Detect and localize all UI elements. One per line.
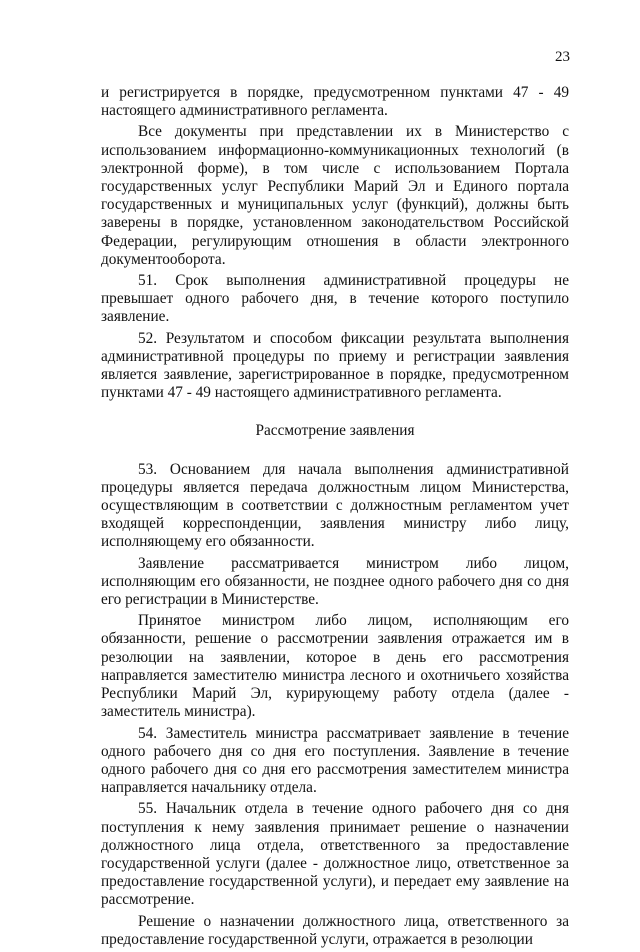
section-heading: Рассмотрение заявления <box>255 422 415 440</box>
paragraph-documents-electronic: Все документы при представлении их в Министерство с использованием информационно-коммуникационных технологий (в электронной форме), в том числе с использованием Портала государственных услуг Республики Марий Эл и Единого портала государственных и муниципальных услуг (функций), должны быть заверены в порядке, установленном законодательством Российской Федерации, регулирующим отношения в области электронного документооборота. <box>101 123 569 268</box>
paragraph-review-deadline: Заявление рассматривается министром либо лицом, исполняющим его обязанности, не позднее одного рабочего дня со дня его регистрации в Министерстве. <box>101 554 569 609</box>
paragraph-continuation: и регистрируется в порядке, предусмотренном пунктами 47 - 49 настоящего административного регламента. <box>101 84 569 120</box>
paragraph-appointment-decision: Решение о назначении должностного лица, ответственного за предоставление государственной услуги, отражается в резолюции <box>101 912 569 948</box>
paragraph-55: 55. Начальник отдела в течение одного рабочего дня со дня поступления к нему заявления принимает решение о назначении должностного лица отдела, ответственного за предоставление государственной услуги (далее - должностное лицо, ответственное за предоставление государственной услуги), и передает ему заявление на рассмотрение. <box>101 800 569 909</box>
paragraph-52: 52. Результатом и способом фиксации результата выполнения административной процедуры по приему и регистрации заявления является заявление, зарегистрированное в порядке, предусмотренном пунктами 47 - 49 настоящего административного регламента. <box>101 329 569 402</box>
paragraph-54: 54. Заместитель министра рассматривает заявление в течение одного рабочего дня со дня его поступления. Заявление в течение одного рабочего дня со дня его рассмотрения заместителем министра направляется начальнику отдела. <box>101 724 569 797</box>
paragraph-53: 53. Основанием для начала выполнения административной процедуры является передача должностным лицом Министерства, осуществляющим в соответствии с должностным регламентом учет входящей корреспонденции, заявления министру либо лицу, исполняющему его обязанности. <box>101 460 569 551</box>
paragraph-51: 51. Срок выполнения административной процедуры не превышает одного рабочего дня, в течение которого поступило заявление. <box>101 272 569 326</box>
document-body <box>101 84 569 952</box>
paragraph-resolution: Принятое министром либо лицом, исполняющим его обязанности, решение о рассмотрении заявления отражается им в резолюции на заявлении, которое в день его рассмотрения направляется заместителю министра лесного и охотничьего хозяйства Республики Марий Эл, курирующему работу отдела (далее - заместитель министра). <box>101 612 569 721</box>
page-number: 23 <box>555 49 570 65</box>
